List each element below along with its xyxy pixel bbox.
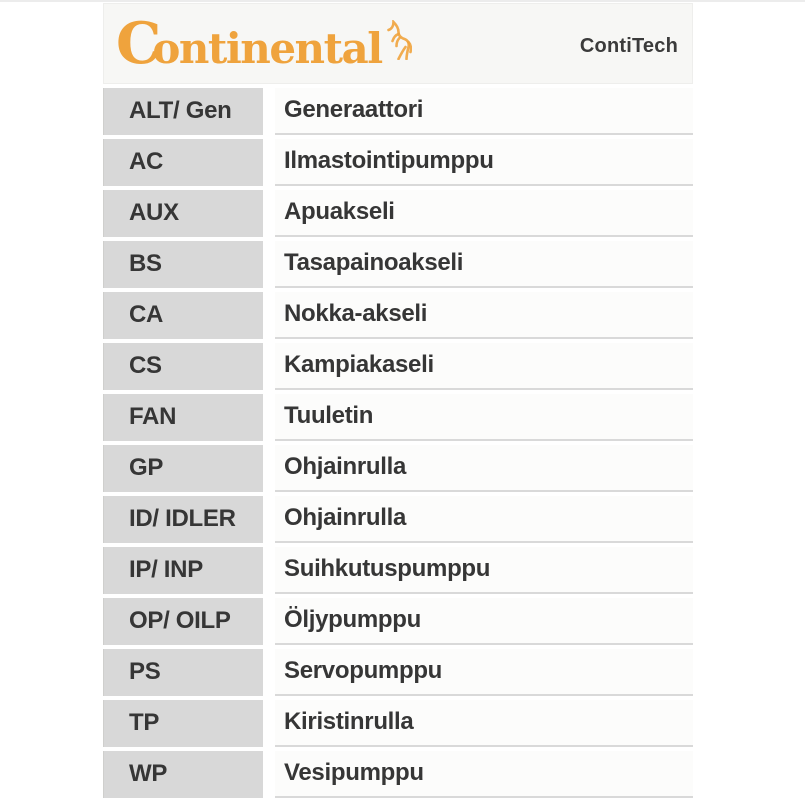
column-divider bbox=[263, 751, 275, 798]
column-divider bbox=[263, 292, 275, 339]
term-cell: Apuakseli bbox=[275, 190, 693, 237]
table-row bbox=[103, 292, 693, 343]
logo-letter-c: C bbox=[116, 9, 160, 77]
table-row bbox=[103, 343, 693, 394]
scan-artifact-line bbox=[0, 0, 805, 2]
table-row bbox=[103, 445, 693, 496]
abbreviation-cell: GP bbox=[103, 445, 263, 492]
abbreviation-cell: ID/ IDLER bbox=[103, 496, 263, 543]
table-row bbox=[103, 88, 693, 139]
term-cell: Generaattori bbox=[275, 88, 693, 135]
column-divider bbox=[263, 343, 275, 390]
table-row bbox=[103, 241, 693, 292]
column-divider bbox=[263, 241, 275, 288]
column-divider bbox=[263, 190, 275, 237]
abbreviation-cell: WP bbox=[103, 751, 263, 798]
column-divider bbox=[263, 139, 275, 186]
brand-header bbox=[103, 3, 693, 84]
table-row bbox=[103, 547, 693, 598]
column-divider bbox=[263, 88, 275, 135]
abbreviation-cell: AC bbox=[103, 139, 263, 186]
abbreviation-cell: IP/ INP bbox=[103, 547, 263, 594]
abbreviation-cell: AUX bbox=[103, 190, 263, 237]
table-row bbox=[103, 190, 693, 241]
contitech-wordmark: ContiTech bbox=[579, 35, 678, 57]
logo-wordmark: ontinental bbox=[152, 23, 382, 73]
column-divider bbox=[263, 700, 275, 747]
abbreviation-cell: TP bbox=[103, 700, 263, 747]
term-cell: Ilmastointipumppu bbox=[275, 139, 693, 186]
term-cell: Tasapainoakseli bbox=[275, 241, 693, 288]
term-cell: Vesipumppu bbox=[275, 751, 693, 798]
abbreviation-table bbox=[103, 88, 693, 802]
continental-logo bbox=[116, 9, 412, 77]
column-divider bbox=[263, 598, 275, 645]
rearing-horse-icon bbox=[385, 20, 412, 60]
abbreviation-cell: ALT/ Gen bbox=[103, 88, 263, 135]
abbreviation-cell: CS bbox=[103, 343, 263, 390]
column-divider bbox=[263, 496, 275, 543]
term-cell: Kiristinrulla bbox=[275, 700, 693, 747]
column-divider bbox=[263, 649, 275, 696]
term-cell: Öljypumppu bbox=[275, 598, 693, 645]
column-divider bbox=[263, 394, 275, 441]
term-cell: Ohjainrulla bbox=[275, 496, 693, 543]
table-row bbox=[103, 751, 693, 802]
table-row bbox=[103, 139, 693, 190]
table-row bbox=[103, 598, 693, 649]
abbreviation-cell: CA bbox=[103, 292, 263, 339]
table-row bbox=[103, 700, 693, 751]
table-row bbox=[103, 394, 693, 445]
term-cell: Suihkutuspumppu bbox=[275, 547, 693, 594]
term-cell: Nokka-akseli bbox=[275, 292, 693, 339]
column-divider bbox=[263, 445, 275, 492]
table-row bbox=[103, 649, 693, 700]
abbreviation-cell: BS bbox=[103, 241, 263, 288]
table-row bbox=[103, 496, 693, 547]
abbreviation-cell: OP/ OILP bbox=[103, 598, 263, 645]
abbreviation-cell: FAN bbox=[103, 394, 263, 441]
column-divider bbox=[263, 547, 275, 594]
term-cell: Ohjainrulla bbox=[275, 445, 693, 492]
term-cell: Kampiakaseli bbox=[275, 343, 693, 390]
term-cell: Servopumppu bbox=[275, 649, 693, 696]
abbreviation-cell: PS bbox=[103, 649, 263, 696]
term-cell: Tuuletin bbox=[275, 394, 693, 441]
